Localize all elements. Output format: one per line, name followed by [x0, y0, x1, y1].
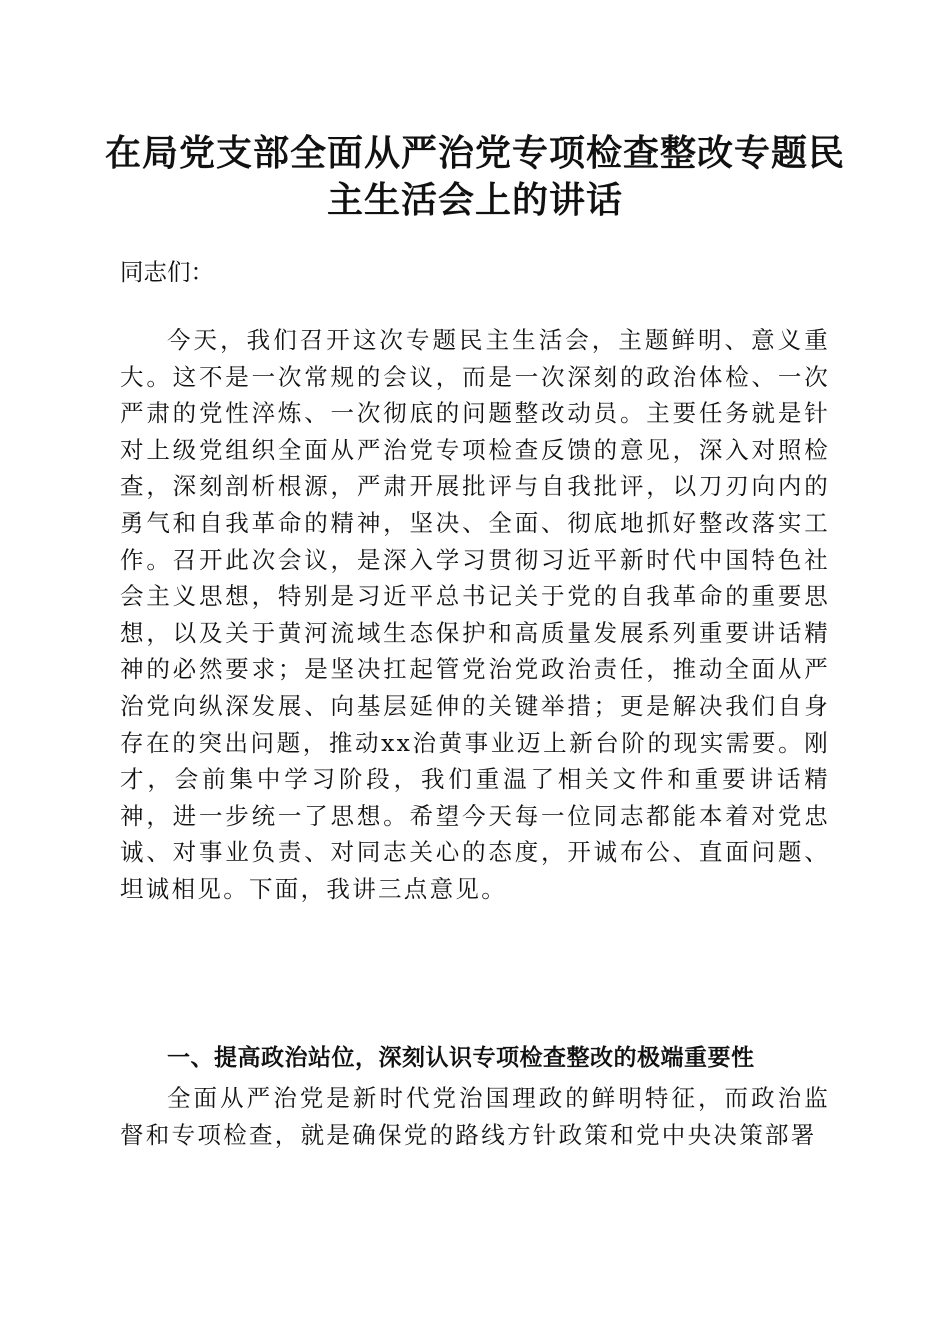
body-paragraph-1: 今天，我们召开这次专题民主生活会，主题鲜明、意义重大。这不是一次常规的会议，而是一次深刻的政治体检、一次严肃的党性淬炼、一次彻底的问题整改动员。主要任务就是针对上级党组织全面从严治党专项检查反馈的意见，深入对照检查，深刻剖析根源，严肃开展批评与自我批评，以刀刃向内的勇气和自我革命的精神，坚决、全面、彻底地抓好整改落实工作。召开此次会议，是深入学习贯彻习近平新时代中国特色社会主义思想，特别是习近平总书记关于党的自我革命的重要思想，以及关于黄河流域生态保护和高质量发展系列重要讲话精神的必然要求；是坚决扛起管党治党政治责任，推动全面从严治党向纵深发展、向基层延伸的关键举措；更是解决我们自身存在的突出问题，推动xx治黄事业迈上新台阶的现实需要。刚才，会前集中学习阶段，我们重温了相关文件和重要讲话精神，进一步统一了思想。希望今天每一位同志都能本着对党忠诚、对事业负责、对同志关心的态度，开诚布公、直面问题、坦诚相见。下面，我讲三点意见。 — [120, 326, 830, 903]
section-heading-1: 一、提高政治站位，深刻认识专项检查整改的极端重要性 — [167, 1045, 755, 1071]
document-title: 在局党支部全面从严治党专项检查整改专题民主生活会上的讲话 — [104, 132, 845, 221]
body-paragraph-2: 全面从严治党是新时代党治国理政的鲜明特征，而政治监督和专项检查，就是确保党的路线方针政策和党中央决策部署 — [120, 1084, 830, 1149]
salutation: 同志们： — [120, 258, 214, 286]
